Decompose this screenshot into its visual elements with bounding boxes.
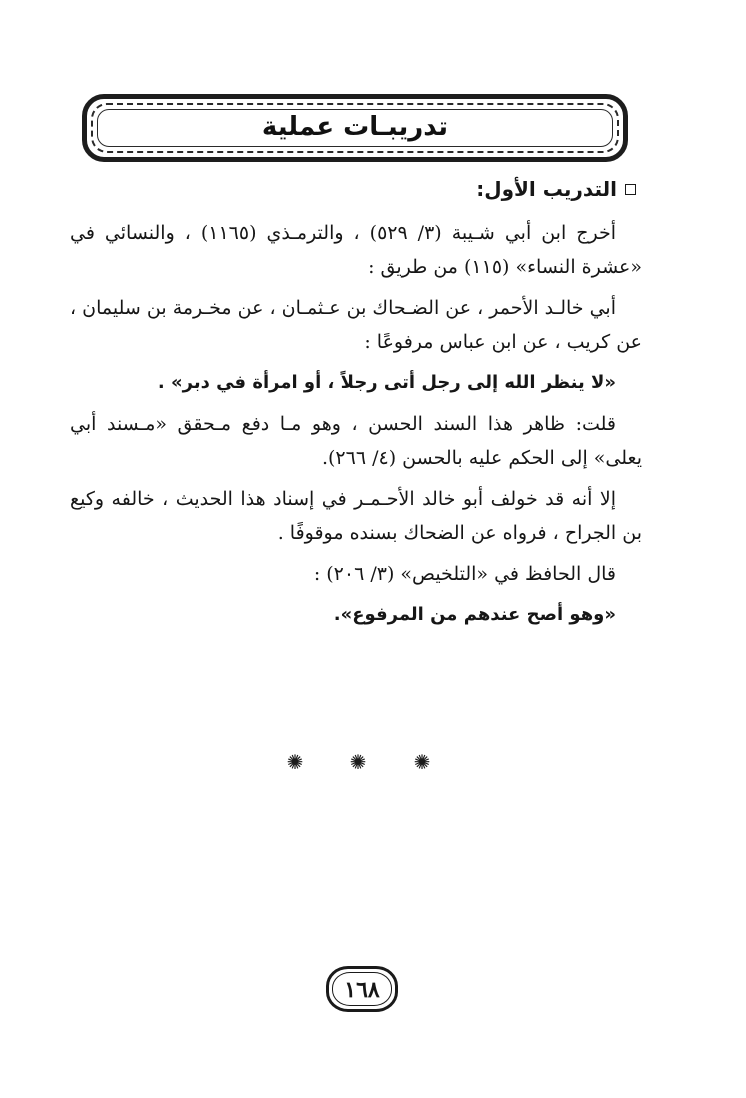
exercise-heading-text: التدريب الأول:: [476, 177, 617, 201]
flower-ornament-icon: ✺: [286, 750, 304, 774]
chapter-title: تدريبـات عملية: [261, 112, 449, 142]
flower-ornament-icon: ✺: [349, 750, 367, 774]
square-bullet-icon: [625, 184, 636, 195]
flower-ornament-icon: ✺: [413, 750, 431, 774]
paragraph-hafiz-quote: «وهو أصح عندهم من المرفوع».: [333, 604, 616, 625]
page-number-badge: [326, 966, 398, 1012]
paragraph-narration: أخرج ابن أبي شـيبة (٣/ ٥٢٩) ، والترمـذي (١١٦٥) ، والنسائي في «عشرة النساء» (١١٥) من طريق :: [70, 222, 642, 278]
paragraph-comment: قلت: ظاهر هذا السند الحسن ، وهو مـا دفع مـحقق «مـسند أبي يعلى» إلى الحكم عليه بالحسن (٤/ ٢٦٦).: [70, 413, 642, 469]
section-divider: [0, 752, 746, 776]
exercise-heading: [70, 172, 642, 206]
chapter-title-frame: [82, 94, 628, 162]
paragraph-contradiction: إلا أنه قد خولف أبو خالد الأحـمـر في إسناد هذا الحديث ، خالفه وكيع بن الجراح ، فرواه عن الضحاك بسنده موقوفًا .: [70, 488, 642, 544]
page-number: ١٦٨: [344, 977, 380, 1003]
page-content: [70, 172, 642, 639]
paragraph-hadith-text: «لا ينظر الله إلى رجل أتى رجلاً ، أو امرأة في دبر» .: [157, 372, 616, 393]
paragraph-chain: أبي خالـد الأحمر ، عن الضـحاك بن عـثمـان ، عن مخـرمة بن سليمان ، عن كريب ، عن ابن عباس مرفوعًا :: [70, 297, 642, 353]
paragraph-hafiz-quote-intro: قال الحافظ في «التلخيص» (٣/ ٢٠٦) :: [313, 563, 616, 585]
